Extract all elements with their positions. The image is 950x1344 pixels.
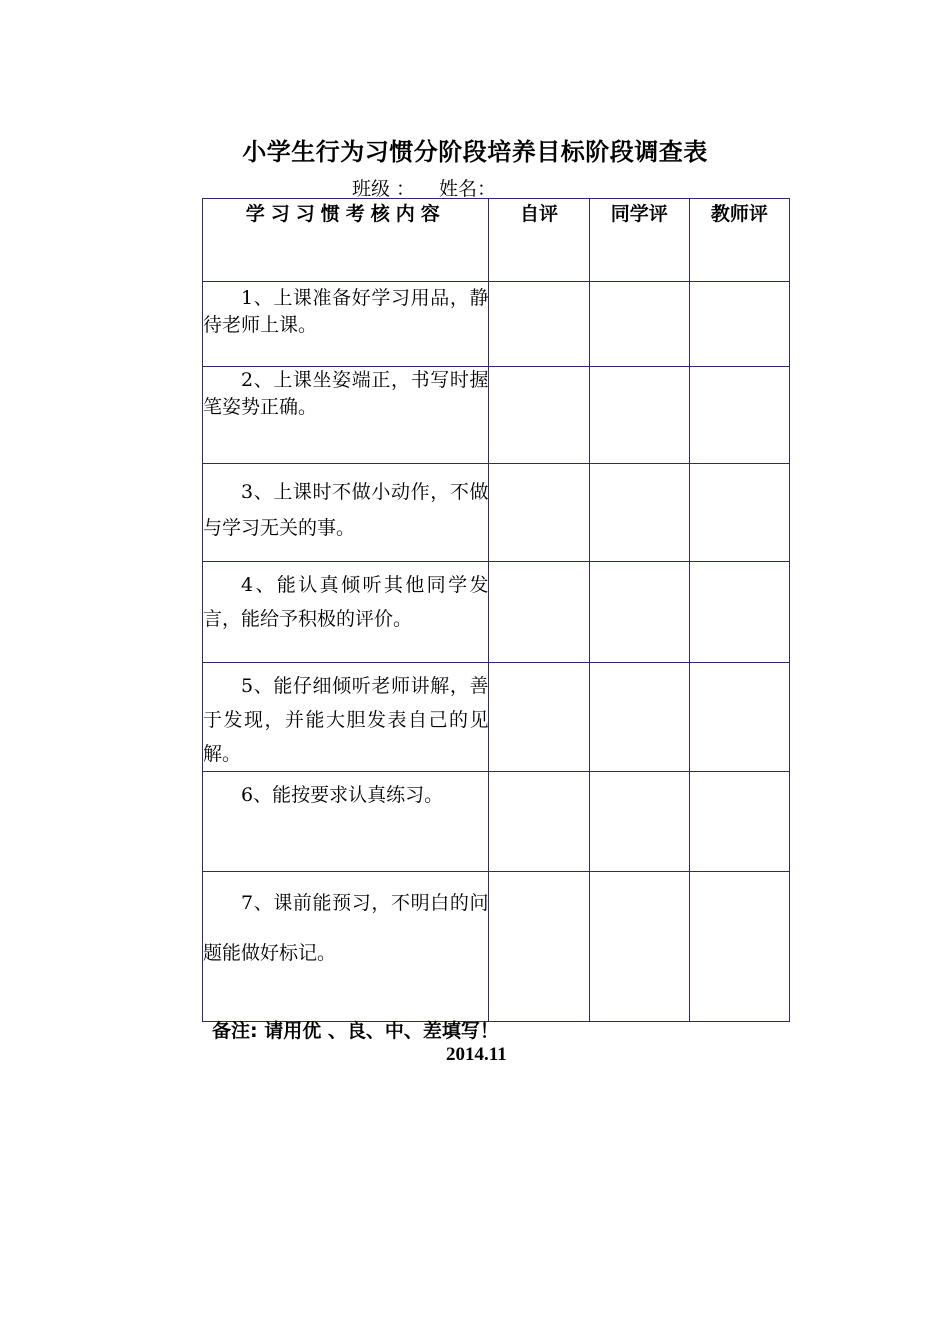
row-content: 4、能认真倾听其他同学发言，能给予积极的评价。 — [203, 562, 489, 663]
teacher-eval-cell[interactable] — [689, 464, 789, 562]
note-text: 备注: 请用优 、良、中、差填写！ — [212, 1020, 499, 1042]
peer-eval-cell[interactable] — [589, 464, 689, 562]
page-title: 小学生行为习惯分阶段培养目标阶段调查表 — [242, 138, 708, 166]
table-row — [203, 367, 790, 464]
peer-eval-cell[interactable] — [589, 663, 689, 772]
student-info-line — [352, 174, 520, 201]
peer-eval-cell[interactable] — [589, 367, 689, 464]
date-text: 2014.11 — [446, 1044, 507, 1065]
table-row — [203, 663, 790, 772]
row-content: 1、上课准备好学习用品，静待老师上课。 — [203, 282, 489, 367]
peer-eval-cell[interactable] — [589, 872, 689, 1022]
header-self-eval: 自评 — [489, 199, 589, 282]
header-content: 学习习惯考核内容 — [203, 199, 489, 282]
teacher-eval-cell[interactable] — [689, 367, 789, 464]
self-eval-cell[interactable] — [489, 663, 589, 772]
table-header-row — [203, 199, 790, 282]
peer-eval-cell[interactable] — [589, 562, 689, 663]
teacher-eval-cell[interactable] — [689, 282, 789, 367]
row-content: 3、上课时不做小动作，不做与学习无关的事。 — [203, 464, 489, 562]
row-content: 6、能按要求认真练习。 — [203, 772, 489, 872]
teacher-eval-cell[interactable] — [689, 872, 789, 1022]
self-eval-cell[interactable] — [489, 464, 589, 562]
self-eval-cell[interactable] — [489, 772, 589, 872]
self-eval-cell[interactable] — [489, 872, 589, 1022]
row-content: 5、能仔细倾听老师讲解，善于发现，并能大胆发表自己的见解。 — [203, 663, 489, 772]
row-content: 2、上课坐姿端正，书写时握笔姿势正确。 — [203, 367, 489, 464]
table-row — [203, 282, 790, 367]
habit-survey-table — [202, 198, 790, 1022]
table-row — [203, 872, 790, 1022]
teacher-eval-cell[interactable] — [689, 562, 789, 663]
row-content: 7、课前能预习，不明白的问题能做好标记。 — [203, 872, 489, 1022]
peer-eval-cell[interactable] — [589, 282, 689, 367]
self-eval-cell[interactable] — [489, 367, 589, 464]
table-row — [203, 562, 790, 663]
class-label: 班级 ： — [352, 178, 416, 200]
table-row — [203, 772, 790, 872]
name-label: 姓名： — [439, 178, 497, 200]
teacher-eval-cell[interactable] — [689, 663, 789, 772]
table-row — [203, 464, 790, 562]
header-teacher-eval: 教师评 — [689, 199, 789, 282]
teacher-eval-cell[interactable] — [689, 772, 789, 872]
header-peer-eval: 同学评 — [589, 199, 689, 282]
self-eval-cell[interactable] — [489, 282, 589, 367]
peer-eval-cell[interactable] — [589, 772, 689, 872]
self-eval-cell[interactable] — [489, 562, 589, 663]
